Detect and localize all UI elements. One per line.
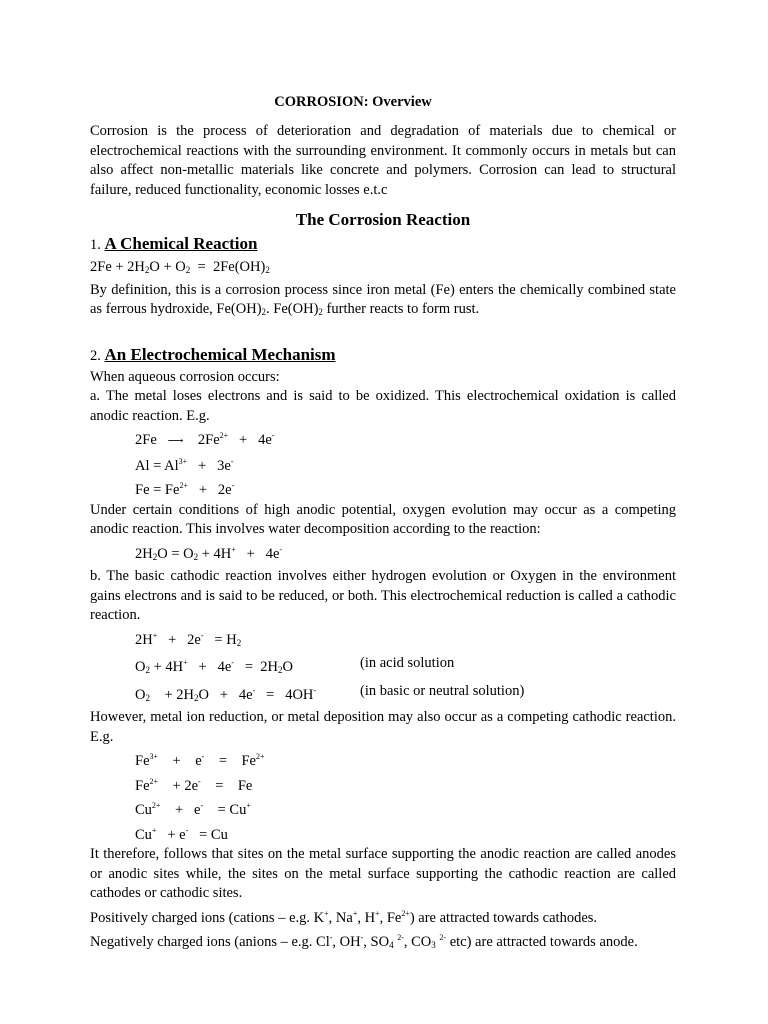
- anodic-equation-3: $Fe = Fe^{2+} + 2e^-$: [135, 481, 235, 498]
- cations-text-a: Positively charged ions (cations – e.g. K: [90, 909, 325, 926]
- deposition-equation-2: $Fe^{2+}$ + 2e- = Fe: [135, 776, 253, 794]
- s1-text-c: further reacts to form rust.: [322, 301, 480, 317]
- oxygen-evolution-paragraph: Under certain conditions of high anodic potential, oxygen evolution may occur as a competing anodic reaction. This involves water decomposition according to the reaction:: [90, 501, 676, 537]
- cathodic-equation-1: $2H^+ + 2e^- = H_2$: [135, 630, 242, 648]
- when-paragraph: When aqueous corrosion occurs:: [90, 368, 280, 385]
- section-2-number: 2.: [90, 347, 101, 364]
- section-1-heading: [90, 232, 676, 257]
- metal-deposition-paragraph: However, metal ion reduction, or metal deposition may also occur as a competing cathodic reaction. E.g.: [90, 709, 676, 745]
- anodic-equation-2: $Al = Al^{3+} + 3e^-$: [135, 456, 234, 474]
- intro-paragraph: Corrosion is the process of deterioration and degradation of materials due to chemical or electrochemical reactions with the surrounding environment. It commonly occurs in metals but can also affect non-metallic materials like concrete and polymers. Corrosion can lead to structural failure, reduced functionality, economic losses e.t.c: [90, 123, 676, 198]
- deposition-equation-4: Cu+ + e- = Cu: [135, 825, 228, 843]
- cathodic-equation-3: $O_2$ + $2H_2O + 4e^- = 4OH^-$ (in basic or neutral solution): [135, 682, 525, 703]
- cations-text-b: ) are attracted towards cathodes.: [409, 909, 598, 926]
- sites-paragraph: It therefore, follows that sites on the metal surface supporting the anodic reaction are called anodes or anodic sites while, the sites on the metal surface supporting the cathodic reaction are called cathodes or cathodic sites.: [90, 846, 676, 901]
- section-2-heading-text: An Electrochemical Mechanism: [104, 344, 336, 364]
- document-page: [90, 92, 676, 956]
- cations-line: Positively charged ions (cations – e.g. K+, Na+, H+, $Fe^{2+}$) are attracted towards cathodes.: [90, 908, 598, 926]
- cathodic-equation-2: $O_2 + 4H^+ + 4e^- = 2H_2O$ (in acid solution: [135, 655, 455, 675]
- section-1-number: 1.: [90, 237, 101, 253]
- anodic-equation-1: 2Fe ⟶ $2Fe^{2+} + 4e^-$: [135, 431, 275, 448]
- basic-solution-note: (in basic or neutral solution): [360, 682, 525, 699]
- deposition-equation-3: $Cu^{2+}$ + e- = Cu+: [135, 801, 251, 818]
- anodic-paragraph: a. The metal loses electrons and is said to be oxidized. This electrochemical oxidation is called anodic reaction. E.g.: [90, 388, 676, 424]
- s1-text-a: By definition, this is a corrosion process since iron metal (Fe) enters the chemically combined state as ferrous hydroxide, Fe(OH): [90, 281, 676, 317]
- anions-line: Negatively charged ions (anions – e.g. Cl-, OH-, $SO_4$ $^{2-}$, $CO_3$ $^{2-}$ etc) are attracted towards anode.: [90, 933, 638, 950]
- acid-solution-note: (in acid solution: [360, 655, 455, 671]
- cathodic-paragraph: b. The basic cathodic reaction involves either hydrogen evolution or Oxygen in the environment gains electrons and is said to be reduced, or both. This electrochemical reduction is called a cathodic reaction.: [90, 568, 676, 623]
- anions-text-a: Negatively charged ions (anions – e.g. Cl: [90, 934, 330, 950]
- anions-text-b: etc) are attracted towards anode.: [446, 934, 638, 950]
- section-title: The Corrosion Reaction: [295, 210, 471, 229]
- chemical-equation: $2Fe + 2H_2O + O_2 = 2Fe(OH)_2$: [90, 259, 270, 275]
- section-1-heading-text: A Chemical Reaction: [104, 234, 258, 253]
- document-title: CORROSION: Overview: [274, 94, 432, 110]
- deposition-equation-1: $Fe^{3+}$ + e- = $Fe^{2+}$: [135, 752, 265, 769]
- s1-text-b: . Fe(OH): [266, 301, 319, 317]
- section-2-heading: [90, 343, 676, 368]
- water-decomposition-equation: $2H_2O = O_2 + 4H^+ + 4e^-$: [135, 544, 283, 562]
- section-1-paragraph: By definition, this is a corrosion process since iron metal (Fe) enters the chemically combined state as ferrous hydroxide, $Fe(OH)_2$. $Fe(OH)_2$ further reacts to form rust.: [90, 281, 676, 317]
